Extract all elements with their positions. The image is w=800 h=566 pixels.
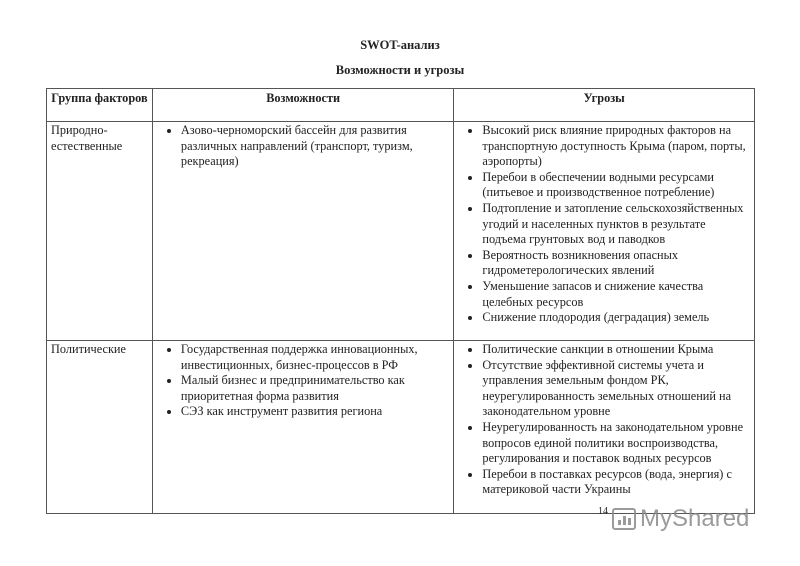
list-item: СЭЗ как инструмент развития региона	[181, 404, 450, 420]
list-item: Подтопление и затопление сельскохозяйственных угодий и населенных пунктов в результате подъема грунтовых вод и паводков	[482, 201, 750, 248]
threats-cell	[454, 341, 755, 514]
list-item: Уменьшение запасов и снижение качества целебных ресурсов	[482, 279, 750, 310]
list-item: Перебои в обеспечении водными ресурсами (питьевое и производственное потребление)	[482, 170, 750, 201]
threats-cell	[454, 122, 755, 341]
group-cell: Политические	[47, 341, 153, 514]
list-item: Неурегулированность на законодательном уровне вопросов единой политики воспроизводства, регулирования и поставок водных ресурсов	[482, 420, 750, 467]
list-item: Отсутствие эффективной системы учета и управления земельным фондом РК, неурегулированность земельных отношений на законодательном уровне	[482, 358, 750, 420]
header-opportunities: Возможности	[152, 89, 454, 122]
chart-icon	[612, 508, 636, 530]
list-item: Государственная поддержка инновационных, инвестиционных, бизнес-процессов в РФ	[181, 342, 450, 373]
list-item: Малый бизнес и предпринимательство как приоритетная форма развития	[181, 373, 450, 404]
opportunities-cell	[152, 341, 454, 514]
list-item: Азово-черноморский бассейн для развития различных направлений (транспорт, туризм, рекреация)	[181, 123, 450, 170]
list-item: Перебои в поставках ресурсов (вода, энергия) с материковой части Украины	[482, 467, 750, 498]
table-header-row	[47, 89, 755, 122]
list-item: Снижение плодородия (деградация) земель	[482, 310, 750, 326]
watermark	[612, 505, 749, 533]
list-item: Высокий риск влияние природных факторов на транспортную доступность Крыма (паром, порты, аэропорты)	[482, 123, 750, 170]
document-title: SWOT-анализ	[360, 38, 440, 52]
header-threats: Угрозы	[454, 89, 755, 122]
document-subtitle: Возможности и угрозы	[335, 63, 465, 77]
opportunities-cell	[152, 122, 454, 341]
watermark-text: MyShared	[640, 505, 750, 532]
header-group: Группа факторов	[47, 89, 153, 122]
page-number: 14	[598, 506, 608, 517]
list-item: Вероятность возникновения опасных гидрометерологических явлений	[482, 248, 750, 279]
swot-table	[46, 88, 755, 514]
table-row	[47, 122, 755, 341]
table-row	[47, 341, 755, 514]
group-cell: Природно-естественные	[47, 122, 153, 341]
list-item: Политические санкции в отношении Крыма	[482, 342, 750, 358]
